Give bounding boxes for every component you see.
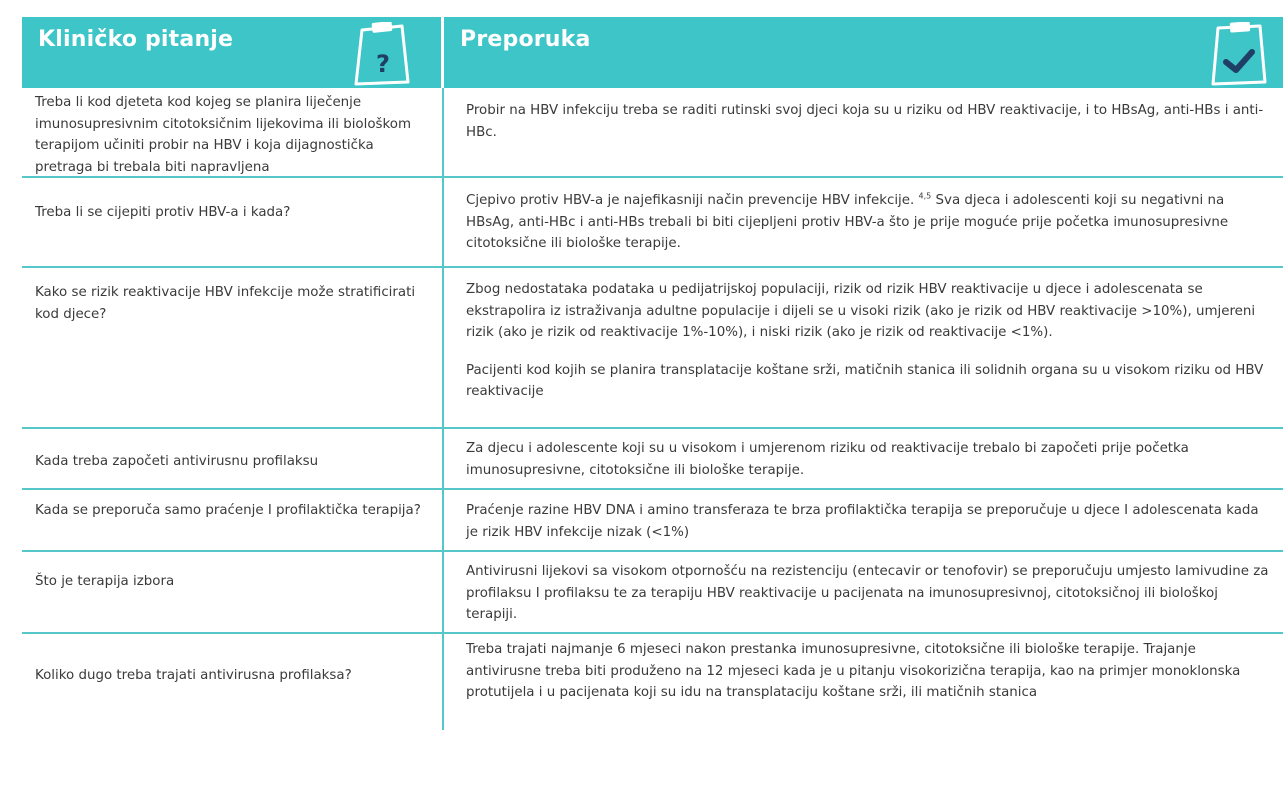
question-cell <box>22 552 444 632</box>
clipboard-check-icon <box>1208 22 1270 90</box>
table-row <box>22 429 1283 490</box>
citation-superscript: 4,5 <box>918 191 932 201</box>
question-cell <box>22 490 444 550</box>
answer-text: Pacijenti kod kojih se planira transplatacije koštane srži, matičnih stanica ili solidnih organa su u visokom riziku od HBV reaktivacije <box>466 362 1264 399</box>
question-cell <box>22 268 444 427</box>
answer-text: Za djecu i adolescente koji su u visokom i umjerenom riziku od reaktivacije trebalo bi započeti prije početka imunosupresivne, citotoksične ili biološke terapije. <box>466 441 1189 478</box>
question-text: Koliko dugo treba trajati antivirusna profilaksa? <box>35 668 352 683</box>
question-cell <box>22 88 444 176</box>
svg-text:?: ? <box>376 50 390 78</box>
answer-cell <box>444 178 1283 266</box>
answer-text: Probir na HBV infekciju treba se raditi rutinski svoj djeci koja su u riziku od HBV reaktivacije, i to HBsAg, anti-HBs i anti-HBc. <box>466 103 1264 140</box>
answer-text: Praćenje razine HBV DNA i amino transferaza te brza profilaktička terapija se preporučuje u djece I adolescenata kada je rizik HBV infekcije nizak (<1%) <box>466 503 1259 540</box>
answer-text <box>466 190 1269 255</box>
clipboard-question-icon <box>352 22 414 90</box>
question-cell <box>22 429 444 488</box>
question-text: Kada se preporuča samo praćenje I profilaktička terapija? <box>35 503 421 518</box>
answer-cell <box>444 552 1283 632</box>
table-row <box>22 552 1283 634</box>
table-row <box>22 178 1283 268</box>
question-text: Treba li se cijepiti protiv HBV-a i kada? <box>35 205 291 220</box>
table-header <box>22 17 1283 88</box>
recommendation-table <box>22 17 1283 730</box>
answer-column-header <box>444 17 1283 88</box>
table-row <box>22 490 1283 552</box>
question-column-header <box>22 17 444 88</box>
answer-cell <box>444 634 1283 730</box>
answer-cell <box>444 88 1283 176</box>
answer-text: Zbog nedostataka podataka u pedijatrijskoj populaciji, rizik od rizik HBV reaktivacije u djece i adolescenata se ekstrapolira iz istraživanja adultne populacije i dijeli se u visoki rizik (ako je rizik od HBV reaktivacije >10%), umjereni rizik (ako je rizik od reaktivacije 1%-10%), i niski rizik (ako je rizik od reaktivacije <1%). <box>466 282 1256 340</box>
question-cell <box>22 634 444 730</box>
question-text: Kako se rizik reaktivacije HBV infekcije može stratificirati kod djece? <box>35 285 416 322</box>
question-cell <box>22 178 444 266</box>
answer-cell <box>444 429 1283 488</box>
table-row <box>22 634 1283 730</box>
question-text: Kada treba započeti antivirusnu profilaksu <box>35 454 319 469</box>
question-text: Što je terapija izbora <box>35 574 175 589</box>
answer-cell <box>444 268 1283 427</box>
answer-cell <box>444 490 1283 550</box>
table-row <box>22 88 1283 178</box>
answer-text: Treba trajati najmanje 6 mjeseci nakon prestanka imunosupresivne, citotoksične ili biološke terapije. Trajanje antivirusne treba biti produženo na 12 mjeseci kada je u pitanju visokorizična terapija, kao na primjer monoklonska protutijela i u pacijenata koji su idu na transplataciju koštane srži, ili matičnih stanica <box>466 642 1241 700</box>
answer-column-title: Preporuka <box>460 27 591 52</box>
question-text: Treba li kod djeteta kod kojeg se planira liječenje imunosupresivnim citotoksičnim lijekovima ili biološkom terapijom učiniti probir na HBV i koja dijagnostička pretraga bi trebala biti napravljena <box>35 95 412 175</box>
answer-text: Antivirusni lijekovi sa visokom otpornošću na rezistenciju (entecavir or tenofovir) se preporučuju umjesto lamivudine za profilaksu I profilaksu te za terapiju HBV reaktivacije u pacijenata na imunosupresivnoj, citotoksičnoj ili biološkoj terapiji. <box>466 564 1269 622</box>
question-column-title: Kliničko pitanje <box>38 27 234 52</box>
answer-text-part: Sva djeca i adolescenti koji su negativni na HBsAg, anti-HBc i anti-HBs trebali bi biti cijepljeni protiv HBV-a što je prije moguće prije početka imunosupresivne citotoksične ili biološke terapije. <box>466 193 1229 251</box>
answer-text-part: Cjepivo protiv HBV-a je najefikasniji način prevencije HBV infekcije. <box>466 193 915 208</box>
table-row <box>22 268 1283 429</box>
